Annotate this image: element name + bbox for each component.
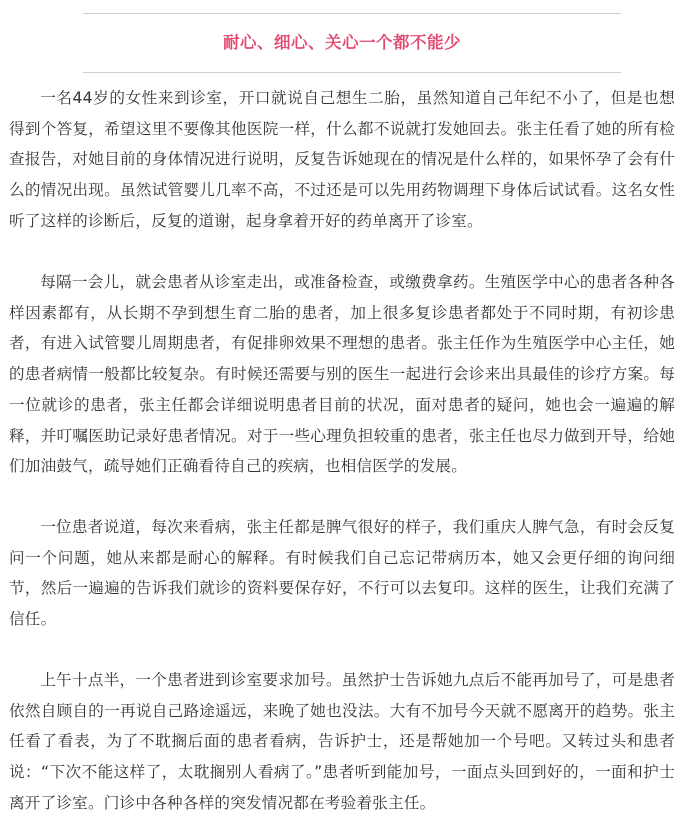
paragraph-1: 一名44岁的女性来到诊室，开口就说自己想生二胎，虽然知道自己年纪不小了，但是也想得到个答复，希望这里不要像其他医院一样，什么都不说就打发她回去。张主任看了她的所有检查报告，对她目前的身体情况进行说明，反复告诉她现在的情况是什么样的，如果怀孕了会有什么的情况出现。虽然试管婴儿几率不高，不过还是可以先用药物调理下身体后试试看。这名女性听了这样的诊断后，反复的道谢，起身拿着开好的药单离开了诊室。 [9,89,675,230]
section-title: 耐心、细心、关心一个都不能少 [223,33,461,52]
paragraph-3: 一位患者说道，每次来看病，张主任都是脾气很好的样子，我们重庆人脾气急，有时会反复问一个问题，她从来都是耐心的解释。有时候我们自己忘记带病历本，她又会更仔细的询问细节，然后一遍遍的告诉我们就诊的资料要保存好，不行可以去复印。这样的医生，让我们充满了信任。 [9,518,675,629]
paragraph-2: 每隔一会儿，就会患者从诊室走出，或准备检查，或缴费拿药。生殖医学中心的患者各种各样因素都有，从长期不孕到想生育二胎的患者，加上很多复诊患者都处于不同时期，有初诊患者，有进入试管婴儿周期患者，有促排卵效果不理想的患者。张主任作为生殖医学中心主任，她的患者病情一般都比较复杂。有时候还需要与别的医生一起进行会诊来出具最佳的诊疗方案。每一位就诊的患者，张主任都会详细说明患者目前的状况，面对患者的疑问，她也会一遍遍的解释，并叮嘱医助记录好患者情况。对于一些心理负担较重的患者，张主任也尽力做到开导，给她们加油鼓气，疏导她们正确看待自己的疾病，也相信医学的发展。 [9,273,675,476]
paragraph-4: 上午十点半，一个患者进到诊室要求加号。虽然护士告诉她九点后不能再加号了，可是患者依然自顾自的一再说自己路途遥远，来晚了她也没法。大有不加号今天就不愿离开的趋势。张主任看了看表，为了不耽搁后面的患者看病，告诉护士，还是帮她加一个号吧。又转过头和患者说：“下次不能这样了，太耽搁别人看病了。”患者听到能加号，一面点头回到好的，一面和护士离开了诊室。门诊中各种各样的突发情况都在考验着张主任。 [9,671,675,812]
top-divider [83,13,621,14]
bottom-divider [83,72,621,73]
